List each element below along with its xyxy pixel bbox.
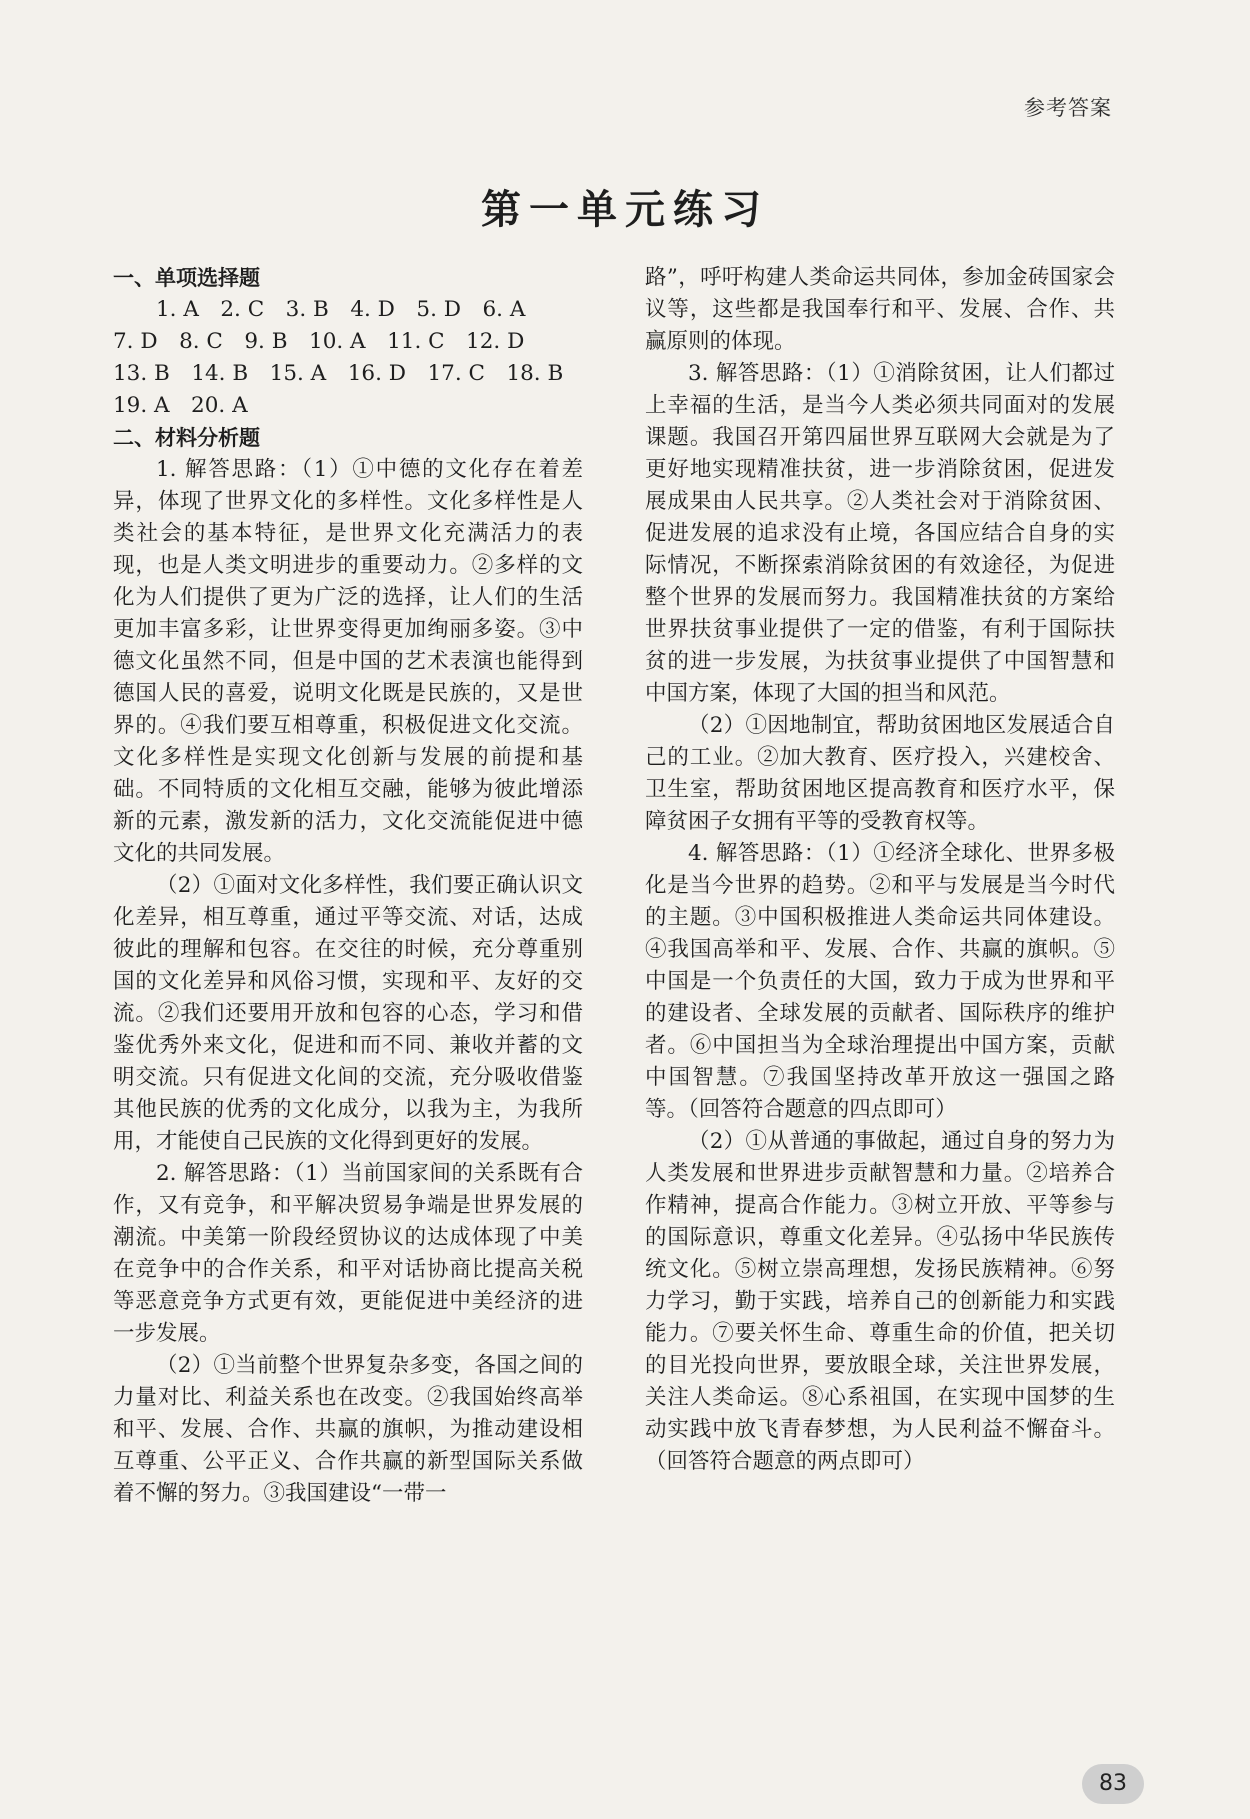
page-number: 83 [1082,1764,1144,1804]
answer-paragraph: （2）①因地制宜，帮助贫困地区发展适合自己的工业。②加大教育、医疗投入，兴建校舍、卫生室，帮助贫困地区提高教育和医疗水平，保障贫困子女拥有平等的受教育权等。 [645,713,1115,834]
right-column [645,262,1115,1478]
mc-answer-line: 1. A 2. C 3. B 4. D 5. D 6. A [156,297,526,322]
answer-paragraph: 2. 解答思路：（1）当前国家间的关系既有合作，又有竞争，和平解决贸易争端是世界发展的潮流。中美第一阶段经贸协议的达成体现了中美在竞争中的合作关系，和平对话协商比提高关税等恶意竞争方式更有效，更能促进中美经济的进一步发展。 [113,1161,583,1346]
mc-answer-line: 13. B 14. B 15. A 16. D 17. C 18. B [113,361,564,386]
answer-paragraph: 3. 解答思路：（1）①消除贫困，让人们都过上幸福的生活，是当今人类必须共同面对的发展课题。我国召开第四届世界互联网大会就是为了更好地实现精准扶贫，进一步消除贫困，促进发展成果由人民共享。②人类社会对于消除贫困、促进发展的追求没有止境，各国应结合自身的实际情况，不断探索消除贫困的有效途径，为促进整个世界的发展而努力。我国精准扶贫的方案给世界扶贫事业提供了一定的借鉴，有利于国际扶贫的进一步发展，为扶贫事业提供了中国智慧和中国方案，体现了大国的担当和风范。 [645,361,1115,706]
section-heading-multiple-choice: 一、单项选择题 [113,266,260,290]
answer-paragraph: 1. 解答思路：（1）①中德的文化存在着差异，体现了世界文化的多样性。文化多样性是人类社会的基本特征，是世界文化充满活力的表现，也是人类文明进步的重要动力。②多样的文化为人们提供了更为广泛的选择，让人们的生活更加丰富多彩，让世界变得更加绚丽多姿。③中德文化虽然不同，但是中国的艺术表演也能得到德国人民的喜爱，说明文化既是民族的，又是世界的。④我们要互相尊重，积极促进文化交流。文化多样性是实现文化创新与发展的前提和基础。不同特质的文化相互交融，能够为彼此增添新的元素，激发新的活力，文化交流能促进中德文化的共同发展。 [113,457,583,866]
answer-paragraph: 路”，呼吁构建人类命运共同体，参加金砖国家会议等，这些都是我国奉行和平、发展、合作、共赢原则的体现。 [645,265,1115,354]
running-header: 参考答案 [1024,96,1112,120]
answer-paragraph: （2）①面对文化多样性，我们要正确认识文化差异，相互尊重，通过平等交流、对话，达成彼此的理解和包容。在交往的时候，充分尊重别国的文化差异和风俗习惯，实现和平、友好的交流。②我们还要用开放和包容的心态，学习和借鉴优秀外来文化，促进和而不同、兼收并蓄的文明交流。只有促进文化间的交流，充分吸收借鉴其他民族的优秀的文化成分，以我为主，为我所用，才能使自己民族的文化得到更好的发展。 [113,873,583,1154]
page-title: 第一单元练习 [481,187,769,233]
mc-answer-line: 7. D 8. C 9. B 10. A 11. C 12. D [113,329,525,354]
left-column [113,262,583,1510]
section-heading-material-analysis: 二、材料分析题 [113,426,260,450]
answer-paragraph: （2）①当前整个世界复杂多变，各国之间的力量对比、利益关系也在改变。②我国始终高举和平、发展、合作、共赢的旗帜，为推动建设相互尊重、公平正义、合作共赢的新型国际关系做着不懈的努力。③我国建设“一带一 [113,1353,583,1506]
answer-paragraph: （2）①从普通的事做起，通过自身的努力为人类发展和世界进步贡献智慧和力量。②培养合作精神，提高合作能力。③树立开放、平等参与的国际意识，尊重文化差异。④弘扬中华民族传统文化。⑤树立崇高理想，发扬民族精神。⑥努力学习，勤于实践，培养自己的创新能力和实践能力。⑦要关怀生命、尊重生命的价值，把关切的目光投向世界，要放眼全球，关注世界发展，关注人类命运。⑧心系祖国，在实现中国梦的生动实践中放飞青春梦想，为人民利益不懈奋斗。（回答符合题意的两点即可） [645,1129,1115,1474]
answer-paragraph: 4. 解答思路：（1）①经济全球化、世界多极化是当今世界的趋势。②和平与发展是当今时代的主题。③中国积极推进人类命运共同体建设。④我国高举和平、发展、合作、共赢的旗帜。⑤中国是一个负责任的大国，致力于成为世界和平的建设者、全球发展的贡献者、国际秩序的维护者。⑥中国担当为全球治理提出中国方案，贡献中国智慧。⑦我国坚持改革开放这一强国之路等。（回答符合题意的四点即可） [645,841,1115,1122]
mc-answer-line: 19. A 20. A [113,393,248,418]
